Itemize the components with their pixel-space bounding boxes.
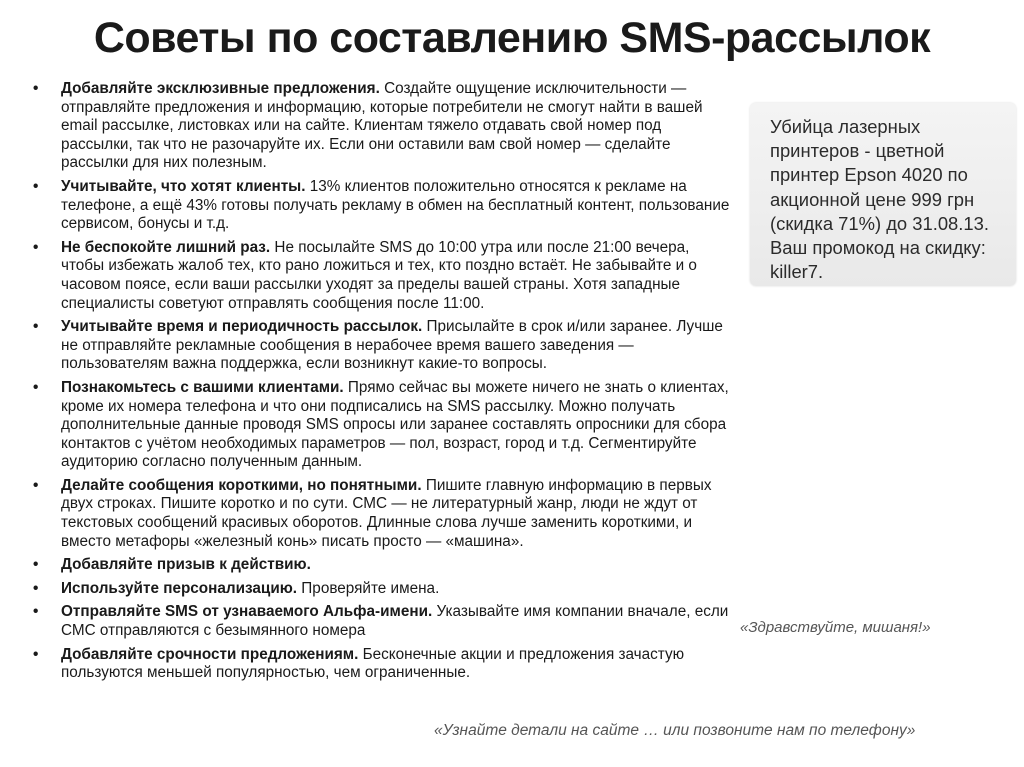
list-item <box>33 379 733 472</box>
tip-text: Указывайте имя компании вначале, если СМС отправляются с безымянного номера <box>61 603 729 640</box>
tip-heading: Используйте персонализацию. <box>61 579 298 597</box>
tip-text: Прямо сейчас вы можете ничего не знать о клиентах, кроме их номера телефона и что они подписались на SMS рассылку. Можно получать дополнительные данные проводя SMS опросы или заранее составлять опросники для сбора контактов с учётом необходимых параметров — пол, возраст, город и т.д. Сегментируйте аудиторию согласно полученным данным. <box>61 378 729 471</box>
tip-text: Пишите главную информацию в первых двух строках. Пишите коротко и по сути. СМС — не литературный жанр, люди не ждут от текстовых сообщений красивых оборотов. Длинные слова лучше заменить короткими, и вместо метафоры «железный конь» писать просто — «машина». <box>61 476 712 550</box>
tips-list <box>33 80 733 688</box>
bullet-icon: • <box>33 645 39 663</box>
list-item <box>33 80 733 173</box>
bullet-icon: • <box>33 378 39 396</box>
tip-text: Бесконечные акции и предложения зачастую пользуются меньшей популярностью, чем ограниченные. <box>61 645 685 682</box>
list-item <box>33 580 733 599</box>
tip-text: Не посылайте SMS до 10:00 утра или после 21:00 вечера, чтобы избежать жалоб тех, кто рано ложиться и тех, кто поздно встаёт. Не забывайте и о часовом поясе, если ваши рассылки уходят за пределы вашей страны. Хотя западные специалисты советуют отправлять сообщения после 11:00. <box>61 238 697 312</box>
sms-example-text: Убийца лазерных принтеров - цветной принтер Epson 4020 по акционной цене 999 грн (скидка 71%) до 31.08.13. Ваш промокод на скидку: killer7. <box>770 116 989 283</box>
bullet-icon: • <box>33 579 39 597</box>
list-item <box>33 556 733 575</box>
tip-heading: Добавляйте срочности предложениям. <box>61 645 359 663</box>
call-to-action-quote: «Узнайте детали на сайте … или позвоните нам по телефону» <box>434 722 916 739</box>
bullet-icon: • <box>33 603 39 621</box>
tip-text: Проверяйте имена. <box>297 579 440 597</box>
bullet-icon: • <box>33 318 39 336</box>
tip-heading: Познакомьтесь с вашими клиентами. <box>61 378 344 396</box>
list-item <box>33 603 733 640</box>
list-item <box>33 239 733 313</box>
tip-heading: Не беспокойте лишний раз. <box>61 238 271 256</box>
bullet-icon: • <box>33 476 39 494</box>
tip-heading: Учитывайте, что хотят клиенты. <box>61 177 306 195</box>
greeting-quote: «Здравствуйте, мишаня!» <box>740 619 931 636</box>
list-item <box>33 646 733 683</box>
list-item <box>33 477 733 551</box>
list-item <box>33 178 733 234</box>
tip-heading: Отправляйте SMS от узнаваемого Альфа-имени. <box>61 603 433 621</box>
list-item <box>33 318 733 374</box>
sms-example-bubble <box>750 103 1016 286</box>
tip-text: 13% клиентов положительно относятся к рекламе на телефоне, а ещё 43% готовы получать рекламу в обмен на бесплатный контент, пользование сервисом, бонусы и т.д. <box>61 177 730 233</box>
tip-heading: Делайте сообщения короткими, но понятными. <box>61 476 422 494</box>
page-title: Советы по составлению SMS-рассылок <box>93 14 931 62</box>
tip-heading: Добавляйте призыв к действию. <box>61 556 311 574</box>
bullet-icon: • <box>33 556 39 574</box>
bullet-icon: • <box>33 80 39 97</box>
tip-text: Создайте ощущение исключительности — отправляйте предложения и информацию, которые потребители не смогут найти в вашей email рассылке, листовках или на сайте. Клиентам тяжело отдавать свой номер под рассылки, так что не разочаруйте их. Если они оставили вам свой номер — сделайте рассылки для них полезным. <box>61 80 703 172</box>
tip-heading: Добавляйте эксклюзивные предложения. <box>61 80 380 97</box>
bullet-icon: • <box>33 177 39 195</box>
tip-text: Присылайте в срок и/или заранее. Лучше не отправляйте рекламные сообщения в нерабочее время вашего заведения — пользователям важна поддержка, если возникнут какие-то вопросы. <box>61 318 723 373</box>
tip-heading: Учитывайте время и периодичность рассылок. <box>61 318 423 336</box>
bullet-icon: • <box>33 238 39 256</box>
